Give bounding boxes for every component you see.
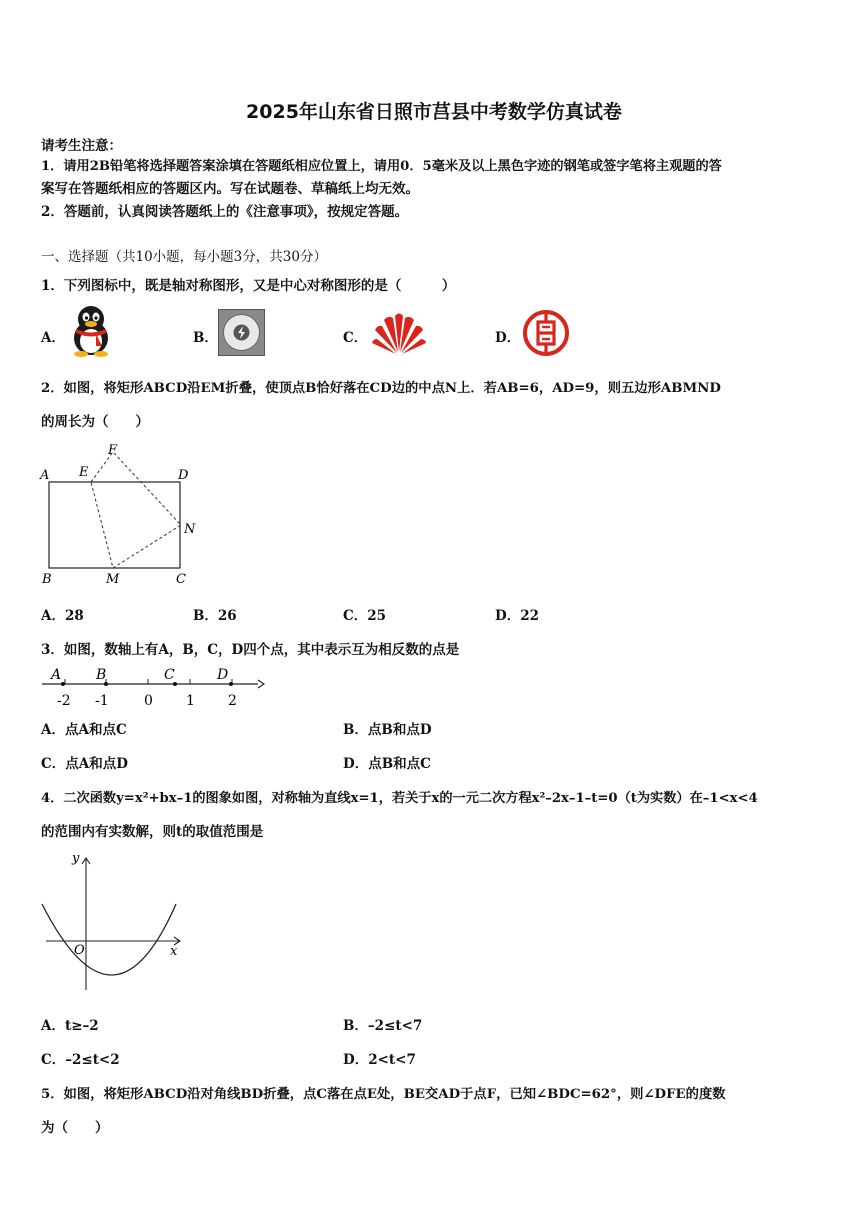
q2-option-b: B．26 (193, 608, 237, 624)
notice-line-2: 2．答题前，认真阅读答题纸上的《注意事项》，按规定答题。 (41, 204, 409, 220)
label-f: F (108, 443, 118, 458)
penguin-icon (66, 304, 116, 358)
q3-option-d: D．点B和点C (343, 756, 431, 772)
axis-x-label: x (170, 944, 178, 959)
tick-1: 1 (186, 693, 195, 709)
q4-option-c: C．–2≤t<2 (41, 1052, 120, 1068)
label-d: D (178, 468, 189, 483)
point-d: D (217, 667, 229, 683)
q1-option-b-label: B． (193, 330, 218, 346)
notice-line-1a: 1．请用2B铅笔将选择题答案涂填在答题纸相应位置上，请用0．5毫米及以上黑色字迹的钢笔或签字笔将主观题的答 (41, 159, 722, 174)
q2-option-a: A．28 (41, 608, 84, 624)
notice-heading: 请考生注意： (41, 138, 122, 154)
question-5-stem-b: 为（ ） (41, 1120, 109, 1136)
huawei-icon (372, 310, 426, 354)
q2-option-d: D．22 (495, 608, 539, 624)
number-line (40, 660, 265, 712)
label-c: C (176, 572, 186, 587)
label-m: M (106, 572, 120, 587)
point-c: C (164, 667, 175, 683)
question-5-stem-a: 5．如图，将矩形ABCD沿对角线BD折叠，点C落在点E处，BE交AD于点F，已知∠BDC=62°，则∠DFE的度数 (41, 1087, 726, 1102)
label-e: E (79, 465, 89, 480)
question-4-stem-a: 4．二次函数y=x²+bx–1的图象如图，对称轴为直线x=1，若关于x的一元二次方程x²–2x–1–t=0（t为实数）在–1<x<4 (41, 791, 758, 806)
label-b: B (42, 572, 52, 587)
question-2-stem-a: 2．如图，将矩形ABCD沿EM折叠，使顶点B恰好落在CD边的中点N上．若AB=6，AD=9，则五边形ABMND (41, 381, 721, 396)
q2-figure (38, 440, 208, 588)
origin-label: O (74, 943, 85, 958)
q2-option-c: C．25 (343, 608, 387, 624)
question-2-stem-b: 的周长为（ ） (41, 414, 149, 430)
question-3-stem: 3．如图，数轴上有A，B，C，D四个点，其中表示互为相反数的点是 (41, 642, 460, 658)
notice-line-1b: 案写在答题纸相应的答题区内。写在试题卷、草稿纸上均无效。 (41, 181, 419, 197)
question-4-stem-b: 的范围内有实数解，则t的取值范围是 (41, 824, 264, 840)
point-a: A (51, 667, 62, 683)
tick-neg2: -2 (57, 693, 71, 709)
q4-option-a: A．t≥–2 (41, 1018, 99, 1034)
parabola-figure (38, 846, 188, 994)
q3-option-a: A．点A和点C (41, 722, 127, 738)
bank-logo-icon (522, 309, 570, 357)
q4-option-d: D．2<t<7 (343, 1052, 416, 1068)
section-heading: 一、选择题（共10小题，每小题3分，共30分） (41, 249, 327, 265)
axis-y-label: y (72, 851, 80, 866)
tick-0: 0 (144, 693, 153, 709)
q3-option-b: B．点B和点D (343, 722, 432, 738)
question-1-stem: 1．下列图标中，既是轴对称图形，又是中心对称图形的是（ ） (41, 278, 456, 294)
page-title: 2025年山东省日照市莒县中考数学仿真试卷 (246, 101, 622, 123)
tick-neg1: -1 (95, 693, 109, 709)
q4-option-b: B．–2≤t<7 (343, 1018, 423, 1034)
q1-option-a-label: A． (41, 330, 65, 346)
point-b: B (96, 667, 107, 683)
q1-option-d-label: D． (495, 330, 521, 346)
label-n: N (184, 522, 196, 537)
q3-option-c: C．点A和点D (41, 756, 128, 772)
disc-icon (218, 309, 265, 356)
label-a: A (40, 468, 50, 483)
q1-option-c-label: C． (343, 330, 368, 346)
tick-2: 2 (228, 693, 237, 709)
